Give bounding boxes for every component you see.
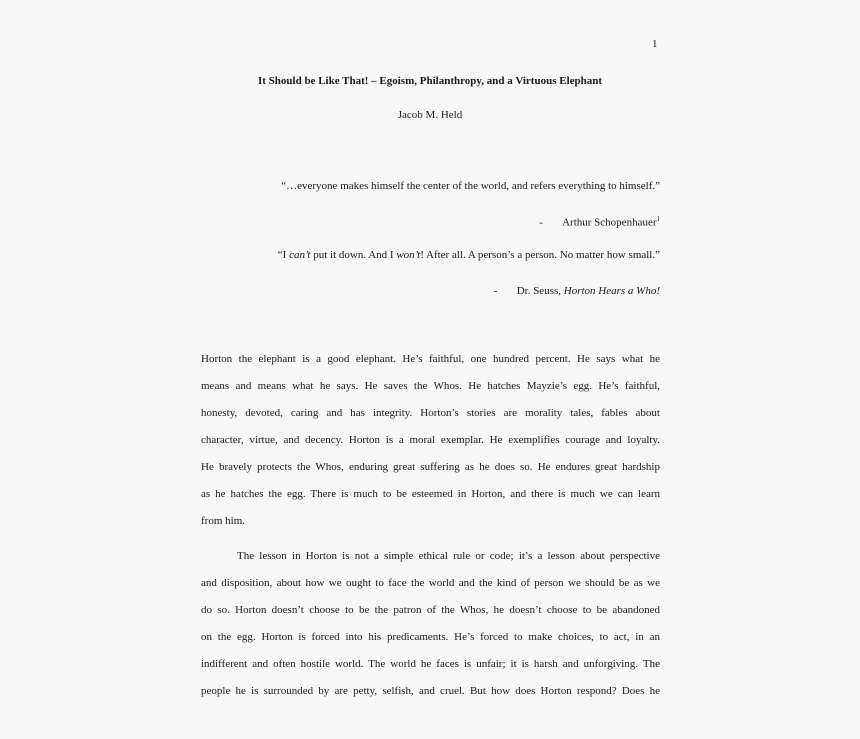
- attribution-name: Dr. Seuss,: [516, 285, 564, 297]
- document-title: It Should be Like That! – Egoism, Philanthropy, and a Virtuous Elephant: [257, 75, 603, 87]
- text-line: as he hatches the egg. There is much to be esteemed in Horton, and there is much we can learn: [201, 488, 660, 500]
- epigraph-attribution-1: [539, 215, 660, 229]
- text-line: on the egg. Horton is forced into his predicaments. He’s forced to make choices, to act, in an: [201, 631, 660, 643]
- footnote-marker[interactable]: 1: [656, 215, 660, 223]
- text-line: Horton the elephant is a good elephant. He’s faithful, one hundred percent. He says what he: [201, 353, 660, 365]
- quote-part: “I: [277, 249, 290, 261]
- quote-part: put it down. And I: [310, 249, 397, 261]
- epigraph-quote-2: [278, 249, 660, 261]
- text-line: from him.: [201, 515, 245, 527]
- text-line: He bravely protects the Whos, enduring great suffering as he does so. He endures great hardship: [201, 461, 660, 473]
- epigraph-quote-1: “…everyone makes himself the center of the world, and refers everything to himself.”: [281, 180, 660, 192]
- text-line: character, virtue, and decency. Horton is a moral exemplar. He exemplifies courage and loyalty.: [201, 434, 660, 446]
- epigraph-attribution-2: [494, 285, 660, 297]
- attribution-dash: -: [493, 285, 498, 297]
- attribution-name: Arthur Schopenhauer: [562, 216, 657, 229]
- text-line: indifferent and often hostile world. The world he faces is unfair; it is harsh and unforgiving. The: [201, 658, 660, 670]
- attribution-dash: -: [539, 216, 543, 229]
- text-line: do so. Horton doesn’t choose to be the patron of the Whos, he doesn’t choose to be abandoned: [201, 604, 660, 616]
- text-line: honesty, devoted, caring and has integrity. Horton’s stories are morality tales, fables about: [201, 407, 660, 419]
- quote-part: ! After all. A person’s a person. No matter how small.”: [420, 249, 660, 261]
- quote-italic: won’t: [396, 249, 421, 261]
- attribution-title: Horton Hears a Who!: [563, 285, 660, 297]
- text-line: means and means what he says. He saves the Whos. He hatches Mayzie’s egg. He’s faithful,: [201, 380, 660, 392]
- quote-italic: can’t: [289, 249, 311, 261]
- author-name: Jacob M. Held: [397, 109, 463, 121]
- text-line: The lesson in Horton is not a simple ethical rule or code; it’s a lesson about perspective: [237, 550, 660, 562]
- text-line: and disposition, about how we ought to face the world and the kind of person we should be as we: [201, 577, 660, 589]
- page-number: 1: [652, 38, 658, 50]
- text-line: people he is surrounded by are petty, selfish, and cruel. But how does Horton respond? Does he: [201, 685, 660, 697]
